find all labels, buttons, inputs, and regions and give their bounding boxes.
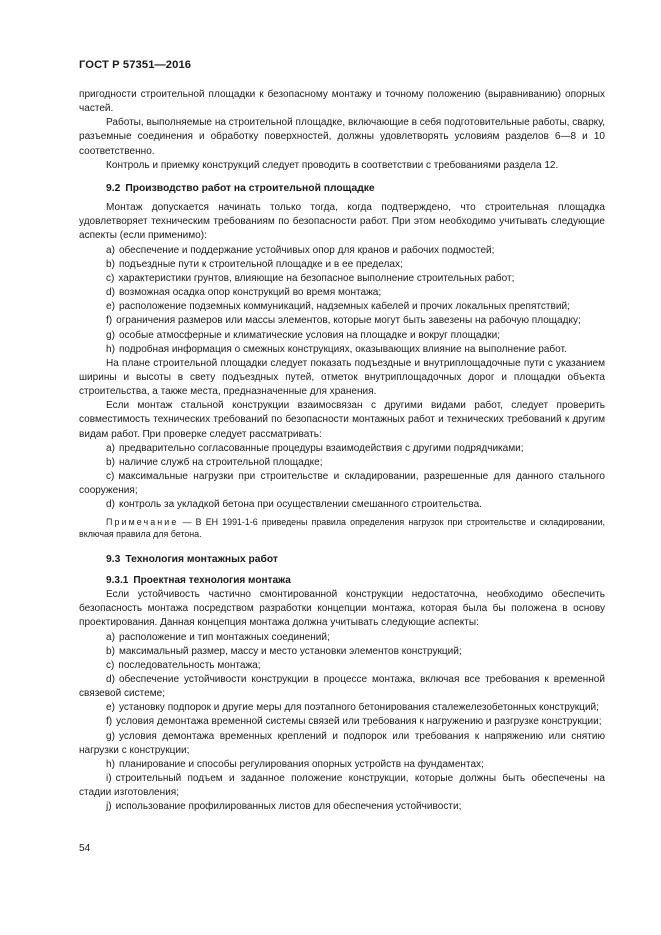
paragraph: Если монтаж стальной конструкции взаимосвязан с другими видами работ, следует проверить совместимость технических требований по безопасности монтажных работ и технических требований к другим видам работ. При проверке следует рассматривать: xyxy=(79,400,605,440)
list-item: i) строительный подъем и заданное положение конструкции, которые должны быть обеспечены на стадии изготовления; xyxy=(79,773,605,799)
section-number: 9.3 xyxy=(106,553,121,565)
list-item: e) расположение подземных коммуникаций, надземных кабелей и прочих локальных препятствий; xyxy=(106,301,570,313)
list-item: e) установку подпорок и другие меры для поэтапного бетонирования сталежелезобетонных конструкций; xyxy=(106,702,599,714)
page-body xyxy=(79,88,605,815)
subsection-title: Проектная технология монтажа xyxy=(133,574,291,586)
note xyxy=(79,516,605,541)
page-number: 54 xyxy=(79,843,91,854)
list-item: b) подъездные пути к строительной площадке и в ее пределах; xyxy=(106,258,403,270)
list-item: h) планирование и способы регулирования опорных устройств на фундаментах; xyxy=(106,758,484,770)
paragraph: пригодности строительной площадки к безопасному монтажу и точному положению (выравниванию) опорных частей. xyxy=(79,89,605,115)
section-title: Производство работ на строительной площадке xyxy=(125,182,375,194)
paragraph: Работы, выполняемые на строительной площадке, включающие в себя подготовительные работы, сварку, разъемные соединения и обработку поверхностей, должны удовлетворять условиям разделов 6—8 и 10 соответственно. xyxy=(79,117,605,157)
paragraph: Если устойчивость частично смонтированной конструкции недостаточна, необходимо обеспечить безопасность монтажа посредством разработки концепции монтажа, которая была бы положена в основу проектирования. Данная концепция монтажа должна учитывать следующие аспекты: xyxy=(79,589,605,629)
list-item: c) характеристики грунтов, влияющие на безопасное выполнение строительных работ; xyxy=(106,272,515,284)
list-item: h) подробная информация о смежных конструкциях, оказывающих влияние на выполнение работ. xyxy=(106,343,567,355)
subsection-heading-9-3-1 xyxy=(79,574,605,588)
list-item: g) особые атмосферные и климатические условия на площадке и вокруг площадки; xyxy=(106,329,501,341)
list-item: b) максимальный размер, массу и место установки элементов конструкций; xyxy=(106,645,462,657)
paragraph: Монтаж допускается начинать только тогда, когда подтверждено, что строительная площадка удовлетворяет техническим требованиям по безопасности работ. При этом необходимо учитывать следующие аспекты (если применимо): xyxy=(79,202,605,242)
list-item: b) наличие служб на строительной площадке; xyxy=(106,456,323,468)
section-title: Технология монтажных работ xyxy=(125,553,278,565)
subsection-number: 9.3.1 xyxy=(106,574,129,586)
list-9-2-check xyxy=(79,442,605,513)
list-item: d) обеспечение устойчивости конструкции в процессе монтажа, включая все требования к временной связевой системе; xyxy=(79,673,605,700)
list-9-3-1-aspects xyxy=(79,631,605,815)
list-item: d) возможная осадка опор конструкций во время монтажа; xyxy=(106,287,382,299)
note-label: Примечание xyxy=(106,516,179,527)
section-heading-9-2 xyxy=(79,182,605,196)
list-item: j) использование профилированных листов для обеспечения устойчивости; xyxy=(106,801,462,813)
list-item: d) контроль за укладкой бетона при осуществлении смешанного строительства. xyxy=(106,499,482,511)
list-item: f) условия демонтажа временной системы связей или требования к нагружению и разгрузке конструкции; xyxy=(106,716,602,728)
section-heading-9-3 xyxy=(79,553,605,567)
section-number: 9.2 xyxy=(106,182,121,194)
list-item: c) последовательность монтажа; xyxy=(106,659,261,671)
paragraph: На плане строительной площадки следует показать подъездные и внутриплощадочные пути с указанием ширины и высоты в свету подъездных путей, отметок внутриплощадочных дорог и площадки объекта строительства, а также места, предназначенные для хранения. xyxy=(79,357,605,398)
list-item: a) расположение и тип монтажных соединений; xyxy=(106,631,330,643)
list-item: f) ограничения размеров или массы элементов, которые могут быть завезены на рабочую площадку; xyxy=(106,315,581,327)
list-item: a) предварительно согласованные процедуры взаимодействия с другими подрядчиками; xyxy=(106,442,524,454)
list-9-2-aspects xyxy=(79,244,605,357)
list-item: c) максимальные нагрузки при строительстве и складировании, разрешенные для данного стального сооружения; xyxy=(79,471,605,497)
list-item: g) условия демонтажа временных креплений и подпорок или требования к напряжению или снятию нагрузки с конструкции; xyxy=(79,730,605,756)
document-header: ГОСТ Р 57351—2016 xyxy=(79,59,192,71)
list-item: a) обеспечение и поддержание устойчивых опор для кранов и рабочих подмостей; xyxy=(106,244,495,256)
note-text: — В ЕН 1991-1-6 приведены правила определения нагрузок при строительстве и складировании, включая правила для бетона. xyxy=(79,516,606,540)
paragraph: Контроль и приемку конструкций следует проводить в соответствии с требованиями раздела 12. xyxy=(106,159,559,171)
